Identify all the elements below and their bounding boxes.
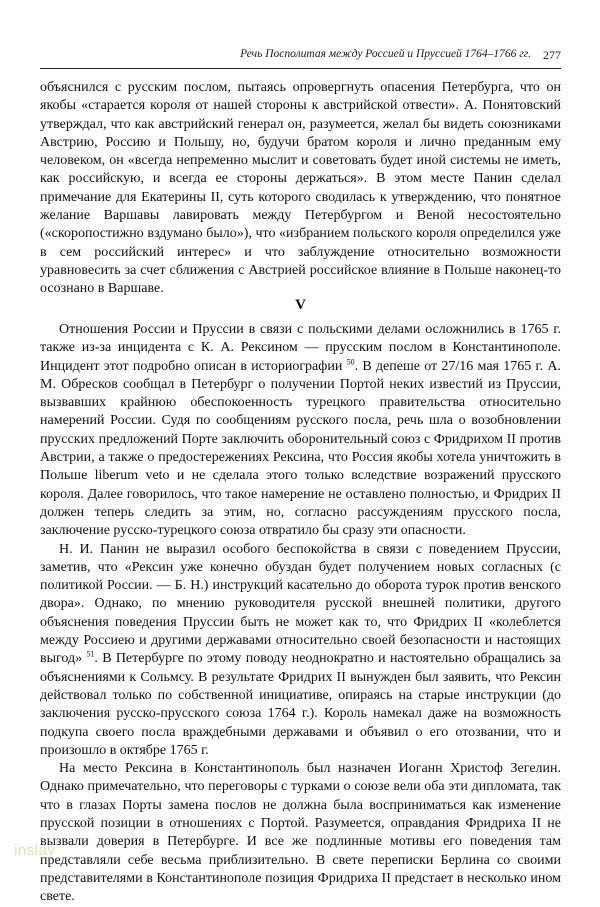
paragraph-2 [40,321,561,541]
section-heading: V [295,297,306,313]
paragraph-3 [40,541,561,761]
footnote-ref-51: 51 [86,649,95,659]
text-block-top [40,79,561,299]
running-title: Речь Посполитая между Россией и Пруссией 1764–1766 гг. [240,48,531,60]
paragraph-3-text-a: Н. И. Панин не выразил особого беспокойства в связи с поведением Пруссии, заметив, что «Рексин уже конечно обуздан будет получением новых согласных (с политикой России. — Б. Н.) инструкций касательно до оборота турок против венского двора». Однако, по мнению руководителя русской внешней политики, другого объяснения поведения Пруссии быть не может как то, что Фридрих II «колеблется между Россиею и другими державами относительно своей безопасности и настоящих выгод» [40,541,561,667]
paragraph-2-text-b: . В депеше от 27/16 мая 1765 г. А. М. Обресков сообщал в Петербург о получении Портой неких известий из Пруссии, вызвавших крайнюю обеспокоенность турецкого правительства относительно намерений России. Судя по сообщениям русского посла, речь шла о возобновлении прусских предложений Порте заключить оборонительный союз с Фридрихом II против Австрии, а также о предостережениях Рексина, что Россия якобы хотела уничтожить в Польше liberum veto и не сделала этого только вследствие возражений прусского короля. Далее говорилось, что такое намерение не оставлено полностью, и Фридрих II должен теперь следить за этим, но, согласно рассуждениям прусского посла, заключение русско-турецкого союза отвратило бы сразу эти опасности. [40,358,562,539]
header-rule [40,68,561,69]
watermark-logo: inslav [14,842,56,859]
page-number: 277 [543,48,561,62]
footnote-ref-50: 50 [346,356,355,366]
paragraph-4: На место Рексина в Константинополь был назначен Иоганн Христоф Зегелин. Однако примечательно, что переговоры с турками о союзе вели оба эти дипломата, так что в глазах Порты замена послов не должна была восприниматься как изменение прусской позиции в отношениях с Портой. Разумеется, оправдания Фридриха II не вызвали доверия в Петербурге. И все же подлинные мотивы его поведения там представляли себе весьма приблизительно. В свете переписки Берлина со своими представителями в Константинополе позиция Фридриха II предстает в несколько ином свете. [40,761,561,905]
text-block-main [40,321,561,907]
paragraph-2-text-a: Отношения России и Пруссии в связи с польскими делами осложнились в 1765 г. также из-за инцидента с К. А. Рексином — прусским послом в Константинополе. Инцидент этот подробно описан в историографии [40,322,561,374]
paragraph-3-text-b: . В Петербурге по этому поводу неоднократно и настоятельно обращались за объяснениями к Сольмсу. В результате Фридрих II вынужден был заявить, что Рексин действовал только по собственной инициативе, опираясь на старые инструкции (до заключения русско-прусского союза 1764 г.). Король намекал даже на возможность подкупа своего посла враждебными державами и объявил о его отозвании, что и произошло в октябре 1765 г. [40,651,562,758]
paragraph-1: объяснился с русским послом, пытаясь опровергнуть опасения Петербурга, что он якобы «старается короля от нашей стороны к австрийской отвести». А. Понятовский утверждал, что как австрийский генерал он, разумеется, желал бы видеть союзниками Австрию, Россию и Польшу, но, будучи братом короля и лично преданным ему человеком, он «всегда непременно мыслит и советовать будет иной системы не иметь, как российскую, и всегда ее стороны держаться». В этом месте Панин сделал примечание для Екатерины II, суть которого сводилась к утверждению, что понятное желание Варшавы лавировать между Петербургом и Веной несостоятельно («скоропостижно вздумано было»), что «избранием польского короля определился уже в сем российский интерес» и что заблуждение относительно возможности уравновесить за счет сближения с Австрией российское влияние в Польше наконец-то осознано в Варшаве. [40,80,561,297]
running-header [40,46,561,66]
